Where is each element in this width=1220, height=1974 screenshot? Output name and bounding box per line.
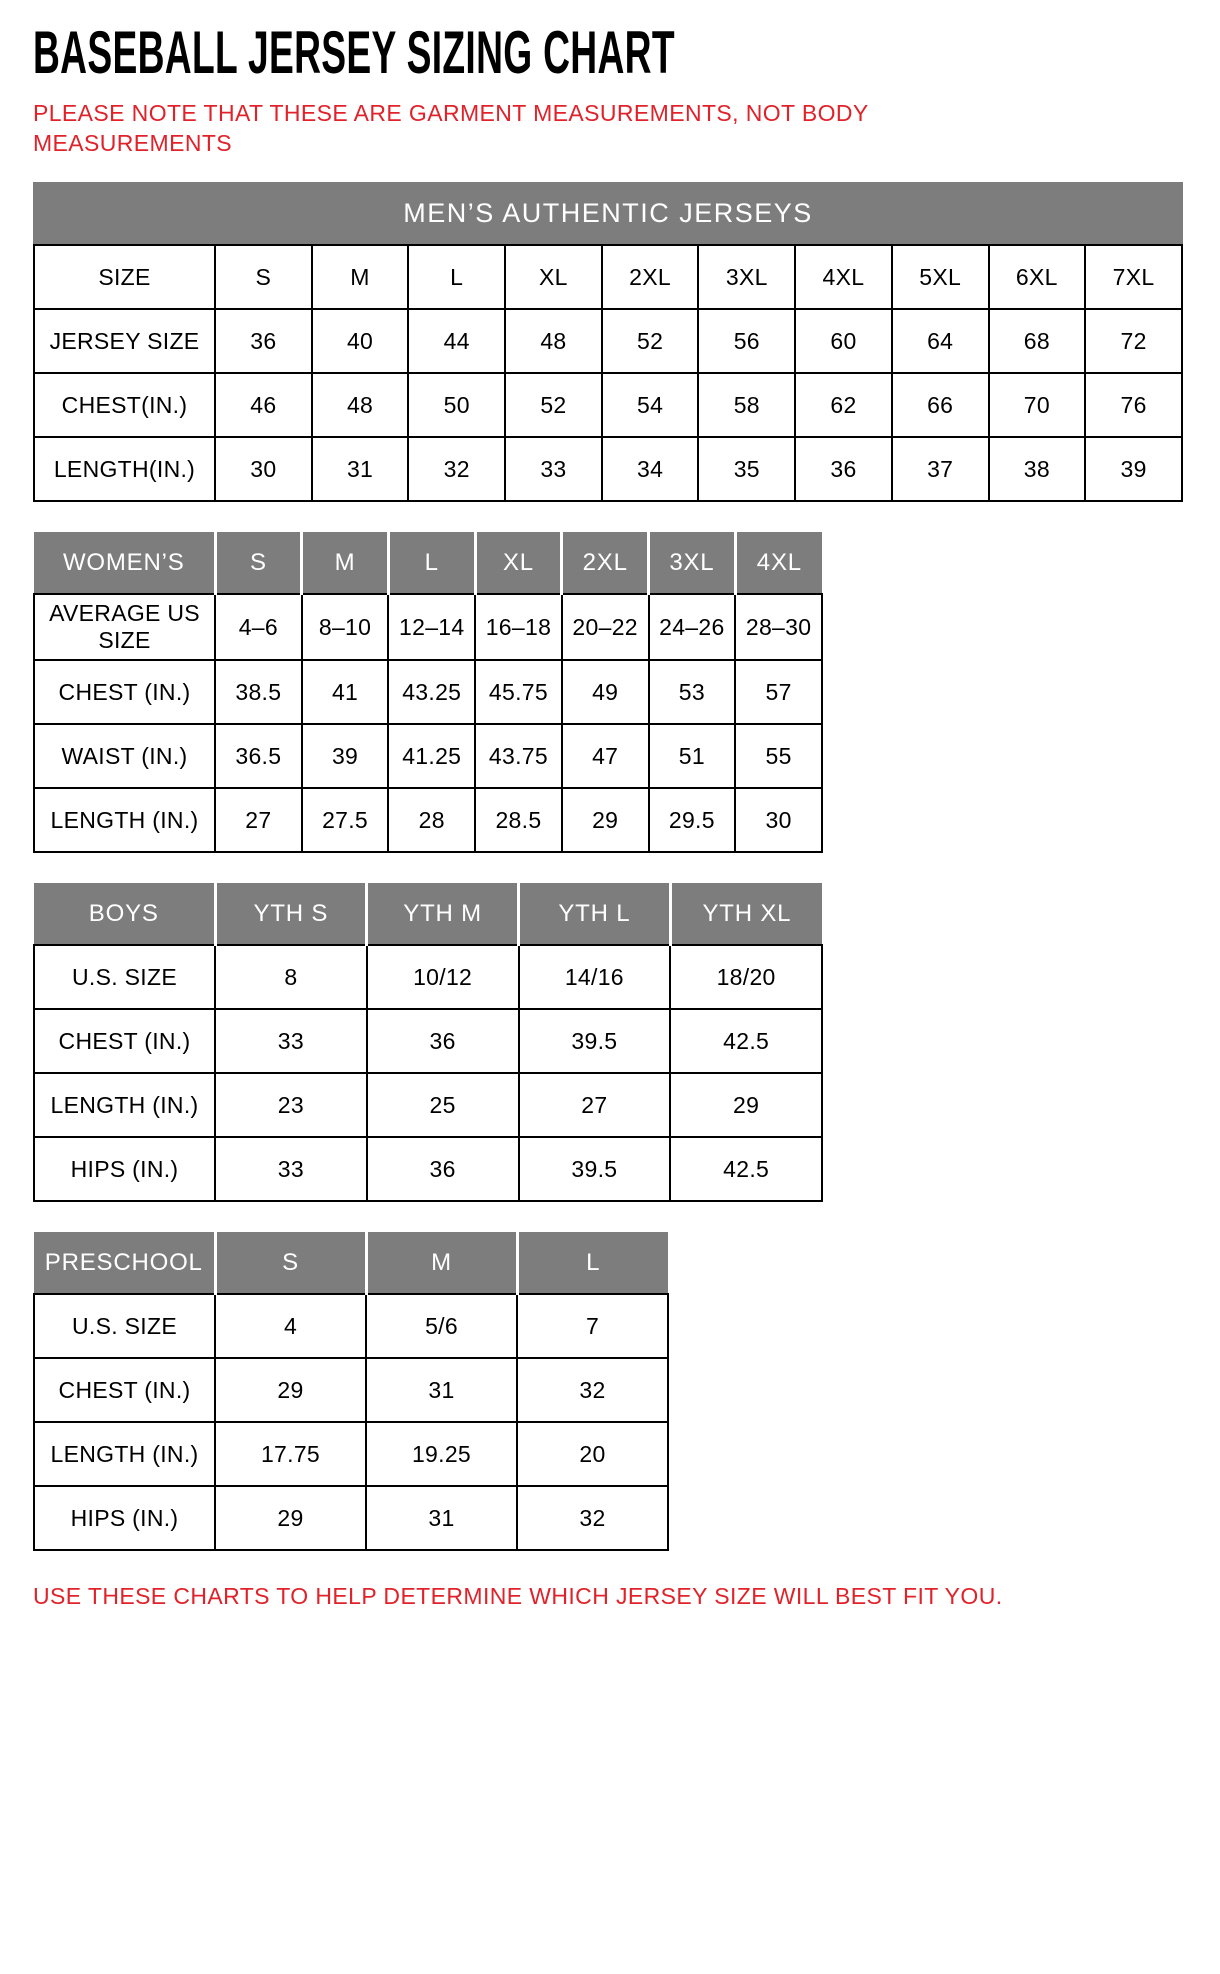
measurement-value-cell: 32: [517, 1358, 668, 1422]
measurement-value-cell: 3XL: [698, 245, 795, 309]
size-header-cell: M: [366, 1232, 517, 1294]
preschool-jerseys-section: [33, 1232, 1185, 1551]
measurement-value-cell: 76: [1085, 373, 1182, 437]
size-header-cell: S: [215, 1232, 366, 1294]
measurement-value-cell: 31: [312, 437, 409, 501]
measurement-value-cell: M: [312, 245, 409, 309]
size-data-row: [34, 1294, 668, 1358]
measurement-value-cell: 49: [562, 660, 649, 724]
size-header-row: [34, 532, 822, 594]
measurement-value-cell: 66: [892, 373, 989, 437]
size-header-cell: YTH S: [215, 883, 367, 945]
row-label-cell: CHEST (IN.): [34, 1009, 215, 1073]
size-data-row: [34, 945, 822, 1009]
measurement-value-cell: 4–6: [215, 594, 302, 660]
row-label-cell: AVERAGE US SIZE: [34, 594, 215, 660]
measurement-value-cell: 29: [215, 1486, 366, 1550]
measurement-value-cell: 14/16: [519, 945, 671, 1009]
measurement-value-cell: XL: [505, 245, 602, 309]
measurement-value-cell: 41.25: [388, 724, 475, 788]
boys-sizing-table: [33, 883, 823, 1202]
size-data-row: [34, 1422, 668, 1486]
page-title: BASEBALL JERSEY SIZING CHART: [33, 19, 675, 86]
measurement-value-cell: 38.5: [215, 660, 302, 724]
measurement-value-cell: 36: [367, 1009, 519, 1073]
measurement-value-cell: 51: [649, 724, 736, 788]
measurement-value-cell: 45.75: [475, 660, 562, 724]
measurement-value-cell: 36: [367, 1137, 519, 1201]
measurement-value-cell: 28–30: [735, 594, 822, 660]
measurement-value-cell: 29: [215, 1358, 366, 1422]
measurement-value-cell: 39: [302, 724, 389, 788]
measurement-value-cell: 47: [562, 724, 649, 788]
row-label-cell: WAIST (IN.): [34, 724, 215, 788]
row-label-cell: HIPS (IN.): [34, 1137, 215, 1201]
measurement-value-cell: 37: [892, 437, 989, 501]
womens-jerseys-section: [33, 532, 1185, 853]
measurement-value-cell: 29: [562, 788, 649, 852]
measurement-value-cell: 17.75: [215, 1422, 366, 1486]
measurement-value-cell: 43.25: [388, 660, 475, 724]
row-label-cell: LENGTH(IN.): [34, 437, 215, 501]
measurement-value-cell: 48: [505, 309, 602, 373]
measurement-value-cell: 8–10: [302, 594, 389, 660]
measurement-value-cell: 7: [517, 1294, 668, 1358]
measurement-value-cell: 29: [670, 1073, 822, 1137]
row-label-cell: U.S. SIZE: [34, 945, 215, 1009]
measurement-value-cell: 6XL: [989, 245, 1086, 309]
size-header-cell: YTH XL: [670, 883, 822, 945]
measurement-value-cell: 5/6: [366, 1294, 517, 1358]
size-header-cell: PRESCHOOL: [34, 1232, 215, 1294]
measurement-value-cell: 34: [602, 437, 699, 501]
measurement-value-cell: 24–26: [649, 594, 736, 660]
measurement-value-cell: 55: [735, 724, 822, 788]
measurement-value-cell: 42.5: [670, 1137, 822, 1201]
size-data-row: [34, 660, 822, 724]
size-data-row: [34, 309, 1182, 373]
measurement-value-cell: 33: [505, 437, 602, 501]
measurement-value-cell: 54: [602, 373, 699, 437]
size-data-row: [34, 724, 822, 788]
size-header-cell: S: [215, 532, 302, 594]
measurement-value-cell: 27: [519, 1073, 671, 1137]
measurement-value-cell: 27.5: [302, 788, 389, 852]
measurement-value-cell: 41: [302, 660, 389, 724]
measurement-value-cell: 60: [795, 309, 892, 373]
size-header-cell: XL: [475, 532, 562, 594]
size-header-cell: L: [388, 532, 475, 594]
size-header-cell: YTH M: [367, 883, 519, 945]
row-label-cell: HIPS (IN.): [34, 1486, 215, 1550]
fit-advice-note: USE THESE CHARTS TO HELP DETERMINE WHICH JERSEY SIZE WILL BEST FIT YOU.: [33, 1583, 1003, 1609]
mens-sizing-table: [33, 244, 1183, 502]
size-header-row: [34, 1232, 668, 1294]
measurement-value-cell: 30: [735, 788, 822, 852]
size-data-row: [34, 245, 1182, 309]
mens-jerseys-section: [33, 182, 1185, 502]
measurement-value-cell: 39.5: [519, 1137, 671, 1201]
measurement-value-cell: 4XL: [795, 245, 892, 309]
measurement-value-cell: 62: [795, 373, 892, 437]
measurement-value-cell: 58: [698, 373, 795, 437]
measurement-value-cell: 64: [892, 309, 989, 373]
measurement-value-cell: 4: [215, 1294, 366, 1358]
measurement-value-cell: 42.5: [670, 1009, 822, 1073]
measurement-value-cell: 43.75: [475, 724, 562, 788]
measurement-value-cell: 28.5: [475, 788, 562, 852]
measurement-value-cell: 2XL: [602, 245, 699, 309]
row-label-cell: CHEST(IN.): [34, 373, 215, 437]
measurement-value-cell: 36: [215, 309, 312, 373]
measurement-value-cell: 33: [215, 1137, 367, 1201]
measurement-value-cell: 57: [735, 660, 822, 724]
measurement-value-cell: 30: [215, 437, 312, 501]
measurement-value-cell: 46: [215, 373, 312, 437]
measurement-value-cell: 70: [989, 373, 1086, 437]
size-header-cell: BOYS: [34, 883, 215, 945]
measurement-value-cell: 5XL: [892, 245, 989, 309]
measurement-value-cell: 44: [408, 309, 505, 373]
measurement-value-cell: 31: [366, 1358, 517, 1422]
mens-table-banner: MEN’S AUTHENTIC JERSEYS: [33, 182, 1183, 244]
size-data-row: [34, 1486, 668, 1550]
size-data-row: [34, 594, 822, 660]
measurement-value-cell: 33: [215, 1009, 367, 1073]
measurement-value-cell: S: [215, 245, 312, 309]
size-header-cell: L: [517, 1232, 668, 1294]
measurement-value-cell: 28: [388, 788, 475, 852]
measurement-value-cell: 36: [795, 437, 892, 501]
measurement-value-cell: 16–18: [475, 594, 562, 660]
size-header-row: [34, 883, 822, 945]
size-header-cell: YTH L: [519, 883, 671, 945]
size-data-row: [34, 1137, 822, 1201]
measurement-value-cell: 35: [698, 437, 795, 501]
size-data-row: [34, 788, 822, 852]
size-header-cell: M: [302, 532, 389, 594]
page-title-wrap: [33, 20, 1185, 86]
measurement-value-cell: 56: [698, 309, 795, 373]
measurement-value-cell: 52: [505, 373, 602, 437]
size-data-row: [34, 1073, 822, 1137]
size-header-cell: 3XL: [649, 532, 736, 594]
size-data-row: [34, 1358, 668, 1422]
garment-measurement-note: PLEASE NOTE THAT THESE ARE GARMENT MEASUREMENTS, NOT BODY MEASUREMENTS: [33, 100, 869, 156]
measurement-value-cell: 29.5: [649, 788, 736, 852]
row-label-cell: LENGTH (IN.): [34, 1073, 215, 1137]
size-data-row: [34, 437, 1182, 501]
measurement-value-cell: 40: [312, 309, 409, 373]
womens-sizing-table: [33, 532, 823, 853]
measurement-value-cell: 68: [989, 309, 1086, 373]
size-header-cell: 2XL: [562, 532, 649, 594]
row-label-cell: CHEST (IN.): [34, 1358, 215, 1422]
size-data-row: [34, 1009, 822, 1073]
measurement-value-cell: 39.5: [519, 1009, 671, 1073]
row-label-cell: U.S. SIZE: [34, 1294, 215, 1358]
measurement-value-cell: 32: [517, 1486, 668, 1550]
measurement-value-cell: 23: [215, 1073, 367, 1137]
measurement-value-cell: 8: [215, 945, 367, 1009]
measurement-value-cell: 38: [989, 437, 1086, 501]
measurement-value-cell: 32: [408, 437, 505, 501]
measurement-value-cell: 7XL: [1085, 245, 1182, 309]
measurement-value-cell: 72: [1085, 309, 1182, 373]
measurement-value-cell: 20–22: [562, 594, 649, 660]
measurement-value-cell: 52: [602, 309, 699, 373]
size-header-cell: 4XL: [735, 532, 822, 594]
measurement-value-cell: 31: [366, 1486, 517, 1550]
boys-jerseys-section: [33, 883, 1185, 1202]
measurement-value-cell: 20: [517, 1422, 668, 1486]
size-data-row: [34, 373, 1182, 437]
measurement-value-cell: 10/12: [367, 945, 519, 1009]
measurement-value-cell: 27: [215, 788, 302, 852]
measurement-value-cell: 12–14: [388, 594, 475, 660]
preschool-sizing-table: [33, 1232, 669, 1551]
row-label-cell: SIZE: [34, 245, 215, 309]
measurement-value-cell: 50: [408, 373, 505, 437]
measurement-value-cell: 36.5: [215, 724, 302, 788]
measurement-value-cell: 25: [367, 1073, 519, 1137]
measurement-value-cell: L: [408, 245, 505, 309]
measurement-value-cell: 48: [312, 373, 409, 437]
row-label-cell: CHEST (IN.): [34, 660, 215, 724]
row-label-cell: LENGTH (IN.): [34, 788, 215, 852]
size-header-cell: WOMEN’S: [34, 532, 215, 594]
measurement-value-cell: 39: [1085, 437, 1182, 501]
measurement-value-cell: 18/20: [670, 945, 822, 1009]
row-label-cell: LENGTH (IN.): [34, 1422, 215, 1486]
measurement-value-cell: 53: [649, 660, 736, 724]
row-label-cell: JERSEY SIZE: [34, 309, 215, 373]
measurement-value-cell: 19.25: [366, 1422, 517, 1486]
